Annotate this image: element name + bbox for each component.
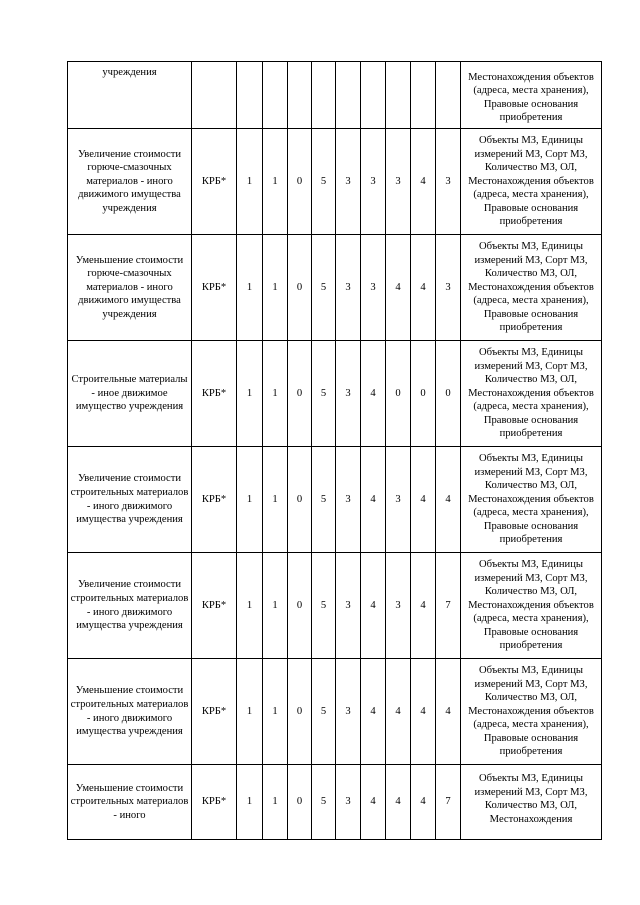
account-digit-cell: 3 bbox=[361, 235, 386, 341]
account-digit-cell: 1 bbox=[263, 341, 288, 447]
account-digit-cell: 4 bbox=[436, 659, 461, 765]
account-digit-cell: 3 bbox=[336, 341, 361, 447]
account-digit-cell: 1 bbox=[237, 129, 263, 235]
table-row bbox=[68, 553, 602, 659]
account-digit-cell: 5 bbox=[312, 765, 336, 840]
account-digit-cell: 1 bbox=[237, 235, 263, 341]
table-body bbox=[68, 62, 602, 840]
account-digit-cell bbox=[288, 62, 312, 129]
account-digit-cell: 3 bbox=[336, 129, 361, 235]
account-digit-cell: 0 bbox=[288, 659, 312, 765]
account-digit-cell: 1 bbox=[263, 129, 288, 235]
account-digit-cell: 3 bbox=[386, 553, 411, 659]
account-digit-cell: 4 bbox=[386, 765, 411, 840]
account-digit-cell: 0 bbox=[386, 341, 411, 447]
account-code-cell: КРБ* bbox=[192, 341, 237, 447]
account-code-cell: КРБ* bbox=[192, 765, 237, 840]
account-digit-cell: 0 bbox=[288, 447, 312, 553]
account-digit-cell: 4 bbox=[361, 659, 386, 765]
account-digit-cell: 3 bbox=[436, 129, 461, 235]
table-row bbox=[68, 62, 602, 129]
account-digit-cell: 1 bbox=[237, 553, 263, 659]
account-digit-cell: 1 bbox=[237, 659, 263, 765]
analytics-description-cell: Объекты МЗ, Единицы измерений МЗ, Сорт МЗ, Количество МЗ, ОЛ, Местонахождения объектов (адреса, места хранения), Правовые основания приобретения bbox=[461, 129, 602, 235]
account-digit-cell: 4 bbox=[386, 235, 411, 341]
account-digit-cell: 3 bbox=[386, 129, 411, 235]
account-digit-cell: 5 bbox=[312, 129, 336, 235]
table-row bbox=[68, 659, 602, 765]
account-digit-cell: 4 bbox=[411, 553, 436, 659]
table-row bbox=[68, 235, 602, 341]
account-digit-cell: 4 bbox=[361, 553, 386, 659]
account-digit-cell: 4 bbox=[361, 765, 386, 840]
account-digit-cell: 4 bbox=[436, 447, 461, 553]
account-digit-cell: 4 bbox=[361, 341, 386, 447]
account-digit-cell: 0 bbox=[436, 341, 461, 447]
account-digit-cell: 3 bbox=[336, 765, 361, 840]
account-name-cell: Уменьшение стоимости строительных материалов - иного bbox=[68, 765, 192, 840]
account-digit-cell: 0 bbox=[288, 129, 312, 235]
analytics-description-cell: Местонахождения объектов (адреса, места хранения), Правовые основания приобретения bbox=[461, 62, 602, 129]
account-digit-cell: 1 bbox=[263, 235, 288, 341]
account-digit-cell: 1 bbox=[237, 341, 263, 447]
account-digit-cell bbox=[411, 62, 436, 129]
account-digit-cell bbox=[436, 62, 461, 129]
account-digit-cell bbox=[263, 62, 288, 129]
account-digit-cell: 0 bbox=[411, 341, 436, 447]
account-name-cell: Увеличение стоимости горюче-смазочных материалов - иного движимого имущества учреждения bbox=[68, 129, 192, 235]
account-digit-cell: 1 bbox=[263, 659, 288, 765]
account-name-cell: учреждения bbox=[68, 62, 192, 129]
account-digit-cell: 7 bbox=[436, 553, 461, 659]
account-digit-cell bbox=[386, 62, 411, 129]
account-digit-cell: 1 bbox=[237, 765, 263, 840]
analytics-description-cell: Объекты МЗ, Единицы измерений МЗ, Сорт МЗ, Количество МЗ, ОЛ, Местонахождения объектов (адреса, места хранения), Правовые основания приобретения bbox=[461, 447, 602, 553]
account-name-cell: Уменьшение стоимости строительных материалов - иного движимого имущества учреждения bbox=[68, 659, 192, 765]
analytics-description-cell: Объекты МЗ, Единицы измерений МЗ, Сорт МЗ, Количество МЗ, ОЛ, Местонахождения объектов (адреса, места хранения), Правовые основания приобретения bbox=[461, 553, 602, 659]
account-code-cell: КРБ* bbox=[192, 129, 237, 235]
account-digit-cell: 3 bbox=[336, 553, 361, 659]
analytics-description-cell: Объекты МЗ, Единицы измерений МЗ, Сорт МЗ, Количество МЗ, ОЛ, Местонахождения объектов (адреса, места хранения), Правовые основания приобретения bbox=[461, 659, 602, 765]
account-code-cell bbox=[192, 62, 237, 129]
account-digit-cell: 4 bbox=[411, 129, 436, 235]
accounts-table bbox=[67, 61, 602, 840]
account-digit-cell: 3 bbox=[336, 235, 361, 341]
account-digit-cell: 3 bbox=[436, 235, 461, 341]
account-digit-cell: 5 bbox=[312, 553, 336, 659]
account-digit-cell: 7 bbox=[436, 765, 461, 840]
analytics-description-cell: Объекты МЗ, Единицы измерений МЗ, Сорт МЗ, Количество МЗ, ОЛ, Местонахождения объектов (адреса, места хранения), Правовые основания приобретения bbox=[461, 341, 602, 447]
account-digit-cell: 4 bbox=[411, 765, 436, 840]
table-row bbox=[68, 447, 602, 553]
account-code-cell: КРБ* bbox=[192, 553, 237, 659]
account-digit-cell: 1 bbox=[263, 447, 288, 553]
account-digit-cell: 0 bbox=[288, 341, 312, 447]
account-digit-cell: 5 bbox=[312, 235, 336, 341]
account-name-cell: Строительные материалы - иное движимое имущество учреждения bbox=[68, 341, 192, 447]
account-digit-cell: 3 bbox=[361, 129, 386, 235]
account-digit-cell: 3 bbox=[386, 447, 411, 553]
account-digit-cell: 4 bbox=[411, 235, 436, 341]
account-digit-cell: 0 bbox=[288, 235, 312, 341]
analytics-description-cell: Объекты МЗ, Единицы измерений МЗ, Сорт МЗ, Количество МЗ, ОЛ, Местонахождения bbox=[461, 765, 602, 840]
account-digit-cell: 4 bbox=[411, 659, 436, 765]
account-code-cell: КРБ* bbox=[192, 447, 237, 553]
account-digit-cell: 4 bbox=[361, 447, 386, 553]
account-digit-cell bbox=[312, 62, 336, 129]
account-digit-cell bbox=[336, 62, 361, 129]
account-code-cell: КРБ* bbox=[192, 659, 237, 765]
account-digit-cell: 0 bbox=[288, 765, 312, 840]
account-digit-cell: 0 bbox=[288, 553, 312, 659]
table-row bbox=[68, 129, 602, 235]
account-digit-cell bbox=[361, 62, 386, 129]
account-digit-cell: 1 bbox=[237, 447, 263, 553]
analytics-description-cell: Объекты МЗ, Единицы измерений МЗ, Сорт МЗ, Количество МЗ, ОЛ, Местонахождения объектов (адреса, места хранения), Правовые основания приобретения bbox=[461, 235, 602, 341]
table-row bbox=[68, 765, 602, 840]
account-digit-cell: 5 bbox=[312, 447, 336, 553]
account-code-cell: КРБ* bbox=[192, 235, 237, 341]
account-digit-cell: 3 bbox=[336, 659, 361, 765]
account-digit-cell: 4 bbox=[386, 659, 411, 765]
table-row bbox=[68, 341, 602, 447]
account-name-cell: Увеличение стоимости строительных материалов - иного движимого имущества учреждения bbox=[68, 447, 192, 553]
account-digit-cell: 1 bbox=[263, 553, 288, 659]
account-digit-cell: 3 bbox=[336, 447, 361, 553]
account-digit-cell: 5 bbox=[312, 341, 336, 447]
account-digit-cell bbox=[237, 62, 263, 129]
account-name-cell: Уменьшение стоимости горюче-смазочных материалов - иного движимого имущества учреждения bbox=[68, 235, 192, 341]
account-digit-cell: 4 bbox=[411, 447, 436, 553]
account-name-cell: Увеличение стоимости строительных материалов - иного движимого имущества учреждения bbox=[68, 553, 192, 659]
account-digit-cell: 1 bbox=[263, 765, 288, 840]
account-digit-cell: 5 bbox=[312, 659, 336, 765]
